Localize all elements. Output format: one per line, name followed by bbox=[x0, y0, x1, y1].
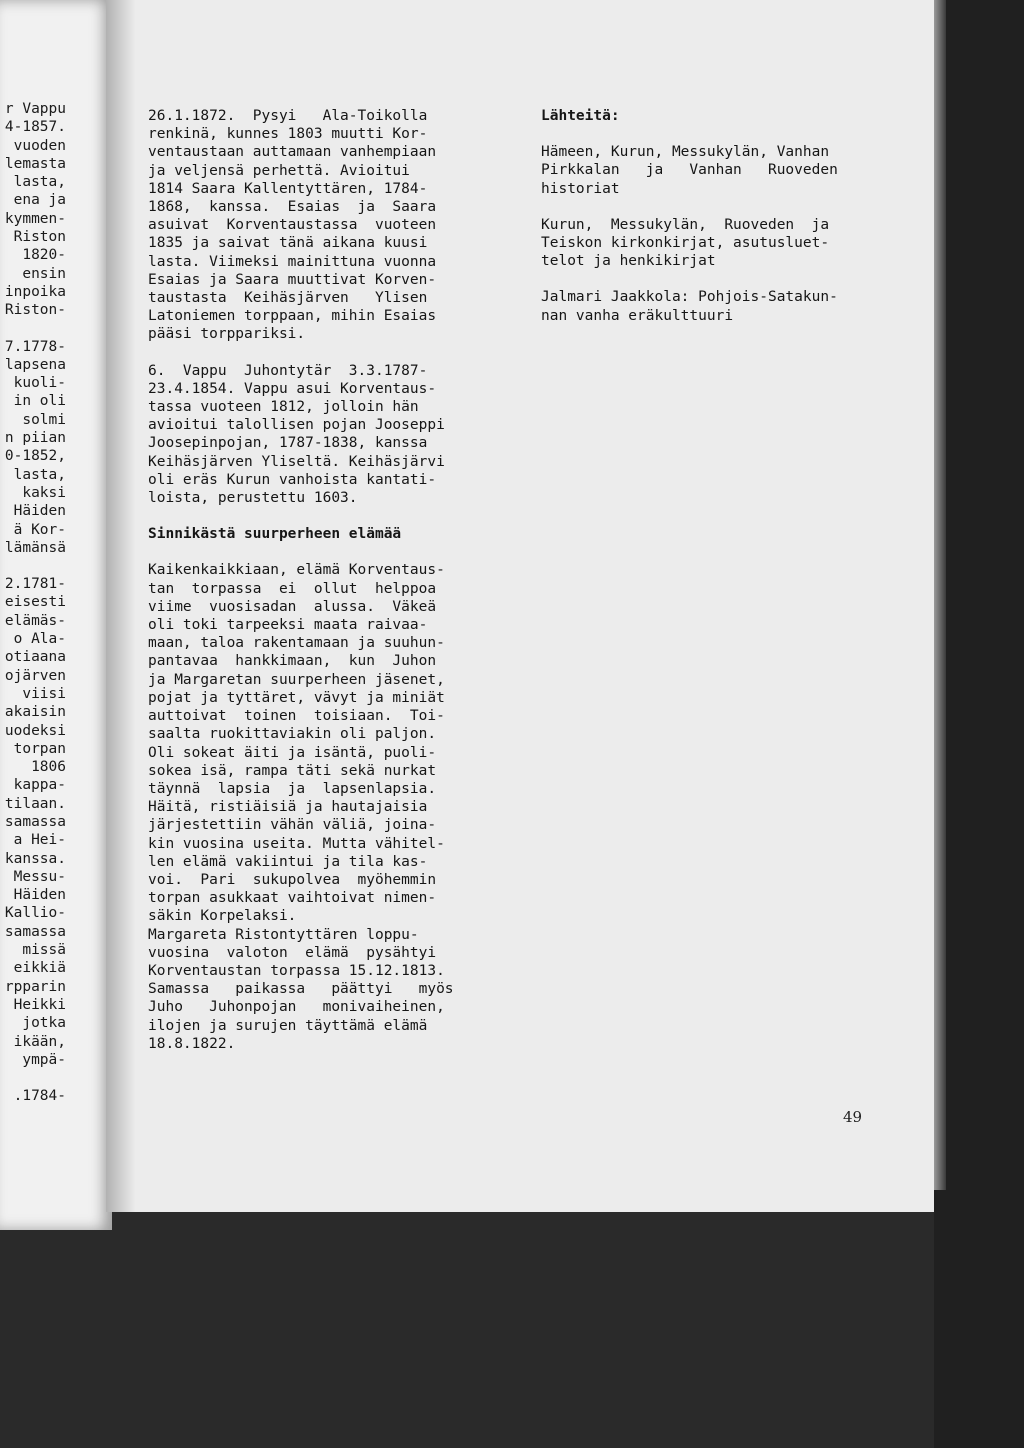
previous-page-line: vuoden bbox=[13, 137, 66, 154]
previous-page-line: ikään, bbox=[13, 1033, 66, 1050]
previous-page-line: ympä- bbox=[22, 1051, 66, 1068]
text-line: Teiskon kirkonkirjat, asutusluet- bbox=[541, 235, 830, 252]
text-line: Latoniemen torppaan, mihin Esaias bbox=[148, 308, 437, 325]
text-line: Oli sokeat äiti ja isäntä, puoli- bbox=[148, 744, 437, 761]
text-line: ilojen ja surujen täyttämä elämä bbox=[148, 1017, 428, 1034]
text-line: säkin Korpelaksi. bbox=[148, 908, 297, 925]
text-line: maan, taloa rakentamaan ja suuhun- bbox=[148, 635, 445, 652]
text-line: Häitä, ristiäisiä ja hautajaisia bbox=[148, 799, 428, 816]
text-line: sokea isä, rampa täti sekä nurkat bbox=[148, 762, 437, 779]
previous-page-line: lämänsä bbox=[4, 539, 66, 556]
text-line: Jalmari Jaakkola: Pohjois-Satakun- bbox=[541, 289, 838, 306]
previous-page-line: o Ala- bbox=[13, 631, 66, 648]
text-line: Juho Juhonpojan monivaiheinen, bbox=[148, 999, 445, 1016]
text-line: lasta. Viimeksi mainittuna vuonna bbox=[148, 253, 437, 270]
previous-page-line: uodeksi bbox=[4, 722, 66, 739]
previous-page-line bbox=[0, 320, 66, 338]
text-line: oli toki tarpeeksi maata raivaa- bbox=[148, 617, 428, 634]
text-line: Samassa paikassa päättyi myös bbox=[148, 981, 454, 998]
text-line: Korventaustan torpassa 15.12.1813. bbox=[148, 962, 445, 979]
previous-page-line: Häiden bbox=[13, 503, 66, 520]
previous-page-line: jotka bbox=[22, 1015, 66, 1032]
text-line: ja Margaretan suurperheen jäsenet, bbox=[148, 671, 445, 688]
previous-page-line: n piian bbox=[4, 430, 66, 447]
text-line: Kurun, Messukylän, Ruoveden ja bbox=[541, 216, 830, 233]
previous-page-line: samassa bbox=[4, 923, 66, 940]
section-heading: Sinnikästä suurperheen elämää bbox=[148, 526, 402, 543]
previous-page-line: lemasta bbox=[4, 155, 66, 172]
previous-page-line: lasta, bbox=[13, 174, 66, 191]
source-histories bbox=[541, 143, 838, 198]
text-line: ventaustaan auttamaan vanhempiaan bbox=[148, 144, 437, 161]
text-line: 1814 Saara Kallentyttären, 1784- bbox=[148, 180, 428, 197]
text-line: telot ja henkikirjat bbox=[541, 253, 716, 270]
text-line: Esaias ja Saara muuttivat Korven- bbox=[148, 271, 437, 288]
sources-heading: Lähteitä: bbox=[541, 108, 620, 124]
text-line: oli eräs Kurun vanhoista kantati- bbox=[148, 471, 437, 488]
previous-page-line: otiaana bbox=[4, 649, 66, 666]
previous-page-line: solmi bbox=[22, 411, 66, 428]
text-line: Pirkkalan ja Vanhan Ruoveden bbox=[541, 162, 838, 179]
text-line: täynnä lapsia ja lapsenlapsia. bbox=[148, 780, 437, 797]
text-line: voi. Pari sukupolvea myöhemmin bbox=[148, 871, 437, 888]
text-line: pojat ja tyttäret, vävyt ja miniät bbox=[148, 689, 445, 706]
previous-page-line: Messu- bbox=[13, 868, 66, 885]
previous-page-line: samassa bbox=[4, 813, 66, 830]
page-edge-shadow bbox=[934, 0, 946, 1190]
text-line: pantavaa hankkimaan, kun Juhon bbox=[148, 653, 437, 670]
text-line: 1835 ja saivat tänä aikana kuusi bbox=[148, 235, 428, 252]
text-line: avioitui talollisen pojan Jooseppi bbox=[148, 417, 445, 434]
previous-page-line: ena ja bbox=[13, 192, 66, 209]
text-line: Hämeen, Kurun, Messukylän, Vanhan bbox=[541, 144, 830, 161]
page-number: 49 bbox=[843, 1108, 863, 1126]
previous-page-line: 2.1781- bbox=[4, 576, 66, 593]
text-line: Margareta Ristontyttären loppu- bbox=[148, 926, 419, 943]
previous-page-line: Kallio- bbox=[4, 905, 66, 922]
text-line: vuosina valoton elämä pysähtyi bbox=[148, 944, 437, 961]
previous-page-text bbox=[0, 100, 66, 1105]
previous-page-line: akaisin bbox=[4, 704, 66, 721]
previous-page-line: inpoika bbox=[4, 283, 66, 300]
previous-page-line: eisesti bbox=[4, 594, 66, 611]
previous-page-line: lasta, bbox=[13, 466, 66, 483]
previous-page-line: Häiden bbox=[13, 887, 66, 904]
previous-page-line: torpan bbox=[13, 740, 66, 757]
previous-page-line: Riston bbox=[13, 229, 66, 246]
text-line: tassa vuoteen 1812, jolloin hän bbox=[148, 399, 419, 416]
previous-page-line: r Vappu bbox=[4, 101, 66, 117]
previous-page-line: viisi bbox=[22, 685, 66, 702]
text-line: len elämä vakiintui ja tila kas- bbox=[148, 853, 428, 870]
text-line: Joosepinpojan, 1787-1838, kanssa bbox=[148, 435, 428, 452]
previous-page-edge bbox=[0, 0, 112, 1230]
previous-page-line: lapsena bbox=[4, 356, 66, 373]
text-line: ja veljensä perhettä. Avioitui bbox=[148, 162, 410, 179]
text-line: viime vuosisadan alussa. Väkeä bbox=[148, 598, 437, 615]
previous-page-line: kappa- bbox=[13, 777, 66, 794]
right-column bbox=[541, 107, 838, 325]
previous-page-line: 4-1857. bbox=[4, 119, 66, 136]
text-line: järjestettiin vähän väliä, joina- bbox=[148, 817, 437, 834]
previous-page-line: missä bbox=[22, 942, 66, 959]
previous-page-line: in oli bbox=[13, 393, 66, 410]
previous-page-line: kanssa. bbox=[4, 850, 66, 867]
source-church-records bbox=[541, 216, 838, 271]
previous-page-line: eikkiä bbox=[13, 960, 66, 977]
text-line: 26.1.1872. Pysyi Ala-Toikolla bbox=[148, 108, 428, 124]
text-line: taustasta Keihäsjärven Ylisen bbox=[148, 290, 428, 307]
paragraph-vappu bbox=[148, 362, 454, 508]
previous-page-line: kuoli- bbox=[13, 375, 66, 392]
previous-page-line: kaksi bbox=[22, 484, 66, 501]
text-line: tan torpassa ei ollut helppoa bbox=[148, 580, 437, 597]
text-line: historiat bbox=[541, 180, 620, 197]
text-line: Kaikenkaikkiaan, elämä Korventaus- bbox=[148, 562, 445, 579]
previous-page-line: a Hei- bbox=[13, 832, 66, 849]
text-line: saalta ruokittaviakin oli paljon. bbox=[148, 726, 437, 743]
previous-page-line: ojärven bbox=[4, 667, 66, 684]
source-jaakkola bbox=[541, 288, 838, 324]
text-line: Keihäsjärven Yliseltä. Keihäsjärvi bbox=[148, 453, 445, 470]
previous-page-line: 0-1852, bbox=[4, 448, 66, 465]
previous-page-line: ä Kor- bbox=[13, 521, 66, 538]
previous-page-line bbox=[0, 557, 66, 575]
previous-page-line bbox=[0, 1069, 66, 1087]
text-line: pääsi torppariksi. bbox=[148, 326, 306, 343]
previous-page-line: 1820- bbox=[22, 247, 66, 264]
previous-page-line: .1784- bbox=[13, 1088, 66, 1105]
previous-page-line: 7.1778- bbox=[4, 338, 66, 355]
text-line: auttoivat toinen toisiaan. Toi- bbox=[148, 708, 445, 725]
text-line: 6. Vappu Juhontytär 3.3.1787- bbox=[148, 362, 428, 379]
text-line: nan vanha eräkulttuuri bbox=[541, 307, 734, 324]
previous-page-line: Heikki bbox=[13, 996, 66, 1013]
text-line: renkinä, kunnes 1803 muutti Kor- bbox=[148, 126, 428, 143]
text-line: 18.8.1822. bbox=[148, 1035, 236, 1052]
text-line: asuivat Korventaustassa vuoteen bbox=[148, 217, 437, 234]
scan-background-right bbox=[934, 0, 1024, 1448]
paragraph-family-life bbox=[148, 561, 454, 1052]
text-line: kin vuosina useita. Mutta vähitel- bbox=[148, 835, 445, 852]
text-line: loista, perustettu 1603. bbox=[148, 490, 358, 507]
previous-page-line: Riston- bbox=[4, 302, 66, 319]
previous-page-line: ensin bbox=[22, 265, 66, 282]
text-line: torpan asukkaat vaihtoivat nimen- bbox=[148, 890, 437, 907]
previous-page-line: kymmen- bbox=[4, 210, 66, 227]
previous-page-line: 1806 bbox=[31, 759, 66, 776]
middle-column bbox=[148, 107, 454, 1053]
previous-page-line: tilaan. bbox=[4, 795, 66, 812]
text-line: 23.4.1854. Vappu asui Korventaus- bbox=[148, 380, 437, 397]
previous-page-line: rpparin bbox=[4, 978, 66, 995]
paragraph-esaias bbox=[148, 107, 454, 344]
previous-page-line: elämäs- bbox=[4, 612, 66, 629]
text-line: 1868, kanssa. Esaias ja Saara bbox=[148, 199, 437, 216]
